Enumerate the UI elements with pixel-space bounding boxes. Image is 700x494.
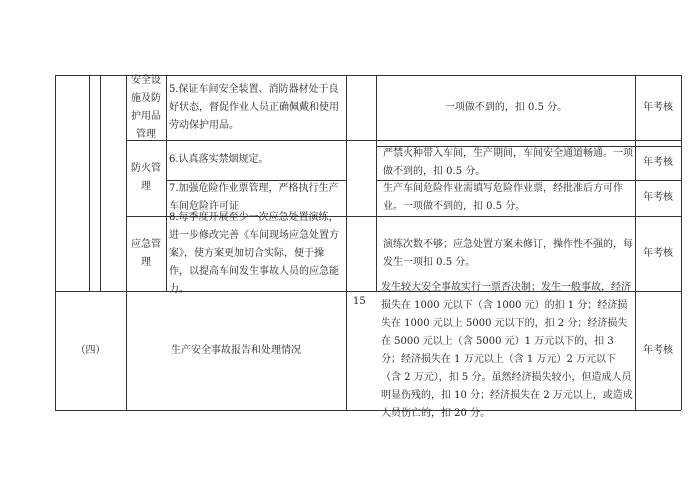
requirement-text: 6.认真落实禁烟规定。 — [169, 154, 269, 165]
requirement-text: 5.保证车间安全装置、消防器材处于良好状态，督促作业人员正确佩戴和使用劳动保护用品。 — [169, 83, 339, 131]
requirement-text: 7.加强危险作业票管理，严格执行生产车间危险许可证 — [169, 183, 339, 212]
criteria-cell — [383, 180, 633, 216]
column-divider — [89, 75, 90, 291]
assessment-label: 年考核 — [643, 344, 673, 356]
column-divider — [346, 75, 347, 410]
criteria-text: 一项做不到的，扣 0.5 分。 — [444, 101, 568, 113]
assessment-cell — [635, 291, 681, 410]
requirement-cell — [169, 140, 343, 180]
requirement-text: 8.每季度开展至少一次应急处置演练，进一步修改完善《车间现场应急处置方案》，使方案更加切合实际，便于操作，以提高车间发生事故人员的应急能力。 — [169, 211, 339, 295]
section-number-label: （四） — [75, 344, 106, 356]
column-divider — [166, 75, 167, 291]
requirement-cell — [169, 75, 343, 140]
assessment-label: 年考核 — [643, 157, 673, 168]
criteria-text: 演练次数不够；应急处置方案未修订，操作性不强的，每发生一项扣 0.5 分。 — [383, 238, 633, 268]
table-border-right — [681, 75, 682, 410]
assessment-cell — [635, 75, 681, 140]
criteria-cell — [379, 75, 633, 140]
criteria-text: 严禁火种带入车间，生产期间，车间安全通道畅通。一项做不到的，扣 0.5 分。 — [383, 148, 633, 177]
criteria-text: 发生较大安全事故实行一票否决制；发生一般事故，经济损失在 1000 元以下（含 1000 元）的扣 1 分；经济损失在 1000 元以上 5000 元以下的，扣 2 分；经济损失在 5000 元以上（含 5000 元）1 万元以下的，扣 3 分；经济损失在 1 万元以上（含 1 万元）2 万元以下（含 2 万元），扣 5 分。虽然经济损失较小，但造成人员明显伤残的，扣 10 分；经济损失在 2 万元以上，或造成人员伤亡的，扣 20 分。 — [381, 281, 633, 419]
category-cell — [128, 216, 164, 291]
assessment-cell — [635, 216, 681, 291]
section-number — [55, 291, 126, 410]
assessment-table — [55, 74, 681, 419]
criteria-cell — [383, 146, 633, 180]
section-title — [126, 291, 346, 410]
category-label: 防火管理 — [131, 163, 161, 192]
requirement-cell — [169, 211, 343, 295]
assessment-cell — [635, 146, 681, 180]
assessment-label: 年考核 — [643, 101, 673, 113]
column-divider — [100, 75, 101, 291]
assessment-cell — [635, 180, 681, 216]
category-cell — [128, 75, 164, 140]
score-cell — [353, 293, 375, 313]
assessment-label: 年考核 — [643, 192, 673, 203]
category-cell — [128, 140, 164, 216]
score-value: 15 — [353, 296, 366, 307]
criteria-cell — [381, 281, 633, 419]
category-label: 应急管理 — [131, 238, 161, 268]
criteria-text: 生产车间危险作业需填写危险作业票，经批准后方可作业。一项做不到的，扣 0.5 分。 — [383, 183, 623, 212]
category-label: 安全设施及防护用品管理 — [131, 74, 161, 140]
assessment-label: 年考核 — [643, 247, 673, 259]
column-divider — [376, 75, 377, 291]
section-title-label: 生产安全事故报告和处理情况 — [171, 344, 301, 356]
